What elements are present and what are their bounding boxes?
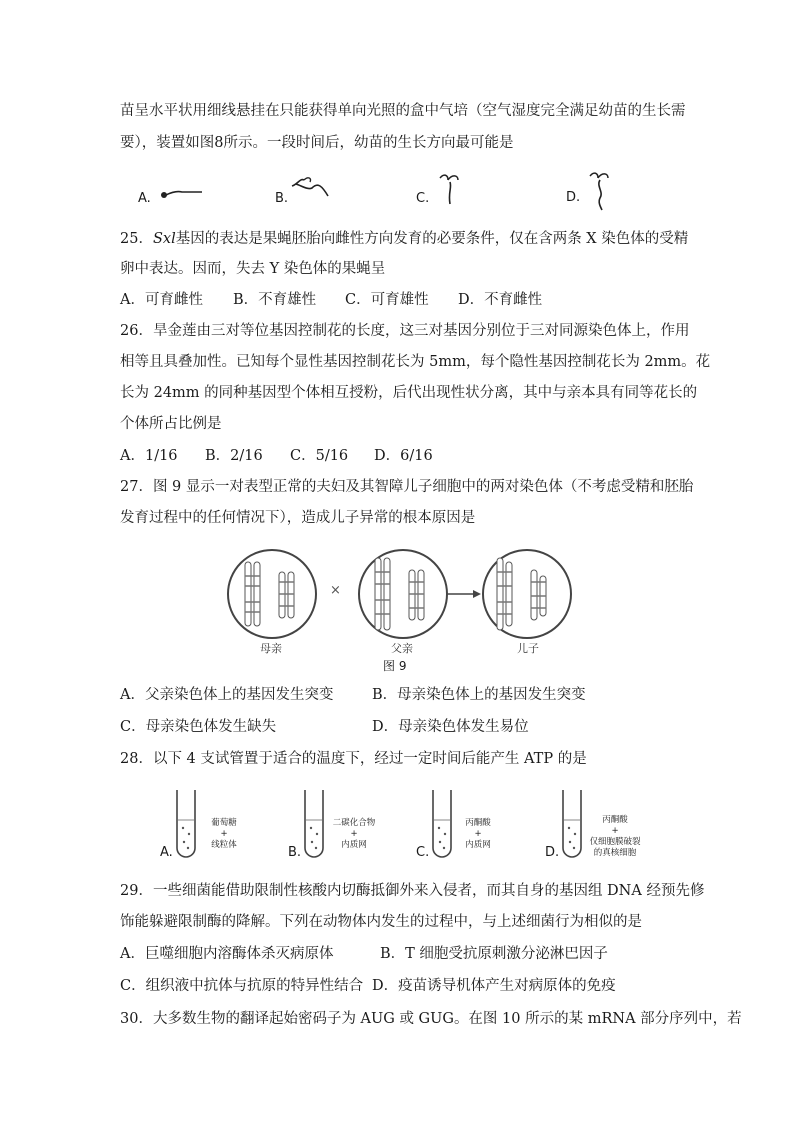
tube-c-plus: + xyxy=(474,829,482,839)
q26-line4: 个体所占比例是 xyxy=(120,416,222,432)
tube-d-letter: D. xyxy=(545,845,560,860)
tube-a-substance: 葡萄糖 xyxy=(211,818,237,828)
figure-9-chromosomes xyxy=(225,542,585,652)
q29-line1: 29．一些细菌能借助限制性核酸内切酶抵御外来入侵者，而其自身的基因组 DNA 经预先修 xyxy=(120,883,705,899)
tube-b-organelle: 内质网 xyxy=(341,840,367,850)
q29-option-a: A．巨噬细胞内溶酶体杀灭病原体 xyxy=(120,946,334,962)
tube-a-letter: A. xyxy=(160,845,173,860)
q27-option-d: D．母亲染色体发生易位 xyxy=(372,719,529,735)
tube-c-letter: C. xyxy=(416,845,430,860)
tube-d-plus: + xyxy=(611,826,619,836)
tube-b-substance: 二碳化合物 xyxy=(332,818,376,828)
q25-option-a: A．可育雌性 xyxy=(120,292,203,308)
test-tube-a-icon xyxy=(174,790,198,862)
q26-line3: 长为 24mm 的同种基因型个体相互授粉，后代出现性状分离，其中与亲本具有同等花长的 xyxy=(120,385,698,401)
tube-b-label xyxy=(326,818,382,851)
q25-line1 xyxy=(120,229,688,249)
tube-a-organelle: 线粒体 xyxy=(211,840,237,850)
father-cell xyxy=(359,550,447,638)
q29-option-d: D．疫苗诱导机体产生对病原体的免疫 xyxy=(372,978,616,994)
figure-9-label-father: 父亲 xyxy=(391,642,413,655)
figure-9-label-mother: 母亲 xyxy=(260,642,282,655)
q29-line2: 饰能躲避限制酶的降解。下列在动物体内发生的过程中，与上述细菌行为相似的是 xyxy=(120,914,642,930)
q25-option-b: B．不育雄性 xyxy=(233,292,317,308)
q26-option-a: A．1/16 xyxy=(120,448,178,464)
q25-gene-name: Sxl xyxy=(152,231,176,247)
q25-option-c: C．可育雄性 xyxy=(345,292,429,308)
seedling-horizontal-icon xyxy=(158,178,208,208)
test-tube-c-icon xyxy=(430,790,454,862)
arrow-icon xyxy=(447,590,481,598)
tube-b-letter: B. xyxy=(288,845,302,860)
q26-option-d: D．6/16 xyxy=(374,448,433,464)
q26-option-c: C．5/16 xyxy=(290,448,349,464)
tube-a-plus: + xyxy=(220,829,228,839)
q24-line2: 要），装置如图8所示。一段时间后，幼苗的生长方向最可能是 xyxy=(120,135,514,151)
q26-line2: 相等且具叠加性。已知每个显性基因控制花长为 5mm，每个隐性基因控制花长为 2mm。花 xyxy=(120,354,711,370)
q24-option-c-label: C. xyxy=(416,191,430,206)
test-tube-d-icon xyxy=(560,790,584,862)
q28-line1: 28．以下 4 支试管置于适合的温度下，经过一定时间后能产生 ATP 的是 xyxy=(120,751,587,767)
q30-line1: 30．大多数生物的翻译起始密码子为 AUG 或 GUG。在图 10 所示的某 mRNA 部分序列中，若 xyxy=(120,1011,742,1027)
q27-line2: 发育过程中的任何情况下），造成儿子异常的根本原因是 xyxy=(120,510,476,526)
figure-9-cross-sign: × xyxy=(330,583,341,598)
q27-option-a: A．父亲染色体上的基因发生突变 xyxy=(120,687,334,703)
q27-line1: 27．图 9 显示一对表型正常的夫妇及其智障儿子细胞中的两对染色体（不考虑受精和胚胎 xyxy=(120,479,694,495)
q24-option-a-label: A. xyxy=(138,191,151,206)
seedling-upright-curve-icon xyxy=(586,168,616,214)
q27-option-c: C．母亲染色体发生缺失 xyxy=(120,719,277,735)
test-tube-b-icon xyxy=(302,790,326,862)
seedling-upright-icon xyxy=(436,170,466,210)
q29-option-b: B．T 细胞受抗原刺激分泌淋巴因子 xyxy=(380,946,608,962)
tube-a-label xyxy=(200,818,248,851)
tube-b-plus: + xyxy=(350,829,358,839)
q25-line1-text: 基因的表达是果蝇胚胎向雌性方向发育的必要条件，仅在含两条 X 染色体的受精 xyxy=(175,231,689,247)
q25-number: 25． xyxy=(120,231,153,247)
q25-option-d: D．不育雌性 xyxy=(458,292,543,308)
tube-d-label xyxy=(582,815,648,859)
q25-line2: 卵中表达。因而，失去 Y 染色体的果蝇呈 xyxy=(120,261,386,277)
q26-line1: 26．旱金莲由三对等位基因控制花的长度，这三对基因分别位于三对同源染色体上，作用 xyxy=(120,323,690,339)
q27-option-b: B．母亲染色体上的基因发生突变 xyxy=(372,687,586,703)
figure-9-title: 图 9 xyxy=(383,659,407,673)
q24-line1: 苗呈水平状用细线悬挂在只能获得单向光照的盒中气培（空气湿度完全满足幼苗的生长需 xyxy=(120,103,686,119)
tube-c-organelle: 内质网 xyxy=(465,840,491,850)
son-cell xyxy=(483,550,571,638)
tube-d-substance: 丙酮酸 xyxy=(602,815,628,825)
mother-cell xyxy=(228,550,316,638)
tube-d-cell-line2: 的真核细胞 xyxy=(593,848,637,858)
figure-9-label-son: 儿子 xyxy=(517,642,539,655)
q24-option-d-label: D. xyxy=(566,190,581,205)
q24-option-b-label: B. xyxy=(275,191,289,206)
seedling-curved-icon xyxy=(290,172,335,207)
tube-c-label xyxy=(455,818,501,851)
tube-d-cell-line1: 仅细胞膜破裂 xyxy=(589,837,641,847)
tube-c-substance: 丙酮酸 xyxy=(465,818,491,828)
q29-option-c: C．组织液中抗体与抗原的特异性结合 xyxy=(120,978,364,994)
q26-option-b: B．2/16 xyxy=(205,448,263,464)
